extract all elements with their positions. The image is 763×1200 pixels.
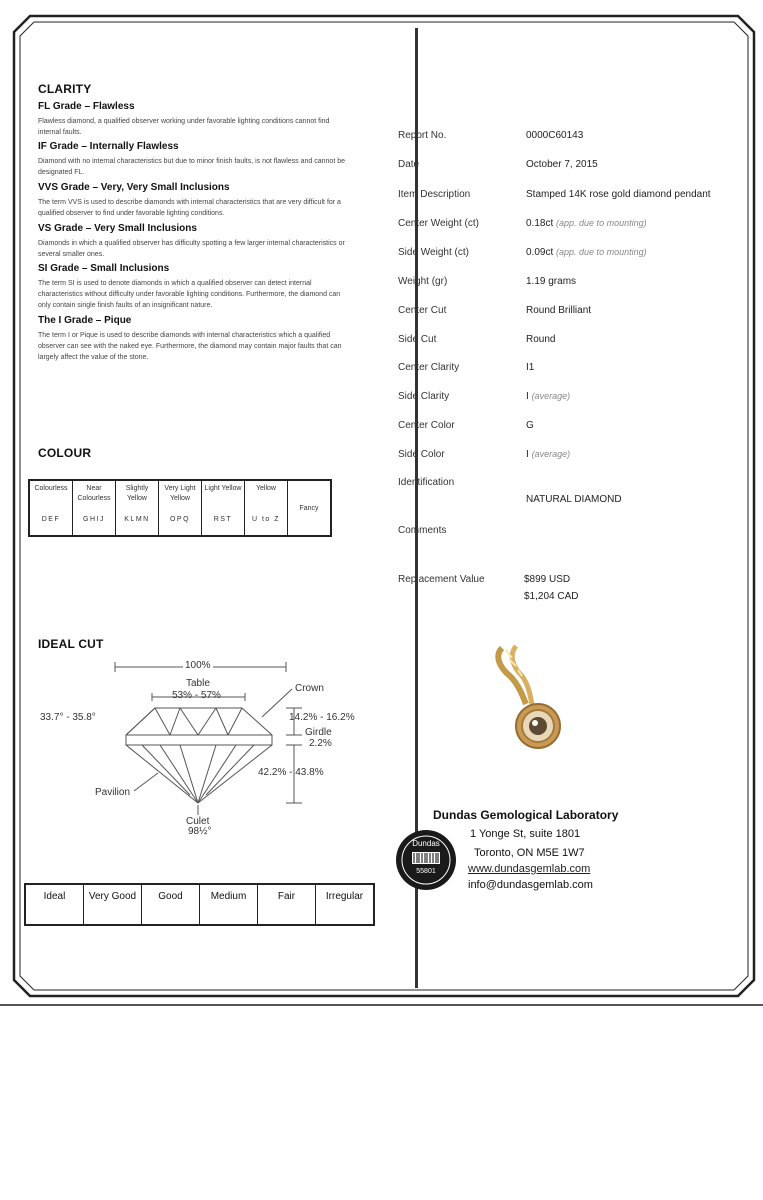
report-value: 0.18ct (app. due to mounting) [526,218,647,229]
diagram-pavilion-label: Pavilion [95,787,131,798]
clarity-title: CLARITY [38,82,92,96]
report-value: I (average) [526,391,571,402]
report-value: I1 [526,362,535,373]
grade-if-text: Diamond with no internal characteristics but due to minor finish faults, is not flawless and cannot be designated FL. [38,158,345,176]
colour-name: Very Light Yellow [164,485,196,502]
svg-text:Dundas: Dundas [412,839,440,848]
diagram-table-label: Table [186,678,210,689]
lab-website-link[interactable]: www.dundasgemlab.com [468,863,591,875]
report-label: Side Weight (ct) [398,247,469,258]
colour-scale-table [28,479,332,537]
grade-vvs-heading: VVS Grade – Very, Very Small Inclusions [38,182,230,193]
cut-grade-table [24,883,375,926]
report-value: Stamped 14K rose gold diamond pendant [526,189,711,200]
colour-name: Light Yellow [204,485,242,492]
report-label: Center Weight (ct) [398,218,479,229]
lab-address-line1: 1 Yonge St, suite 1801 [470,828,581,840]
diagram-girdle-label: Girdle [305,727,332,738]
lab-name: Dundas Gemological Laboratory [433,808,619,822]
grade-i-text: The term I or Pique is used to describe diamonds with internal characteristics which a qualified observer can see with the naked eye. Furthermore, the diamond may contain major faults that can largely affect the value of the stone. [38,332,342,361]
diagram-crown-height: 14.2% - 16.2% [289,712,355,723]
ideal-cut-title: IDEAL CUT [38,637,104,651]
report-value: G [526,420,534,431]
colour-cell [159,480,202,536]
colour-name: Fancy [299,505,319,512]
grade-fl-text: Flawless diamond, a qualified observer working under favorable lighting conditions cannot find internal faults. [38,118,330,136]
colour-cell [288,480,332,536]
diagram-pavilion-depth: 42.2% - 43.8% [258,767,324,778]
diagram-girdle-pct: 2.2% [309,738,332,749]
colour-code: DEF [41,516,61,523]
report-label: Side Cut [398,334,437,345]
cut-grade-cell: Good [142,884,200,925]
diagram-culet-angle: 98½° [188,826,212,837]
diagram-table-range: 53% - 57% [172,690,221,701]
replacement-usd: $899 USD [524,574,571,585]
report-value: October 7, 2015 [526,159,598,170]
lab-address-line2: Toronto, ON M5E 1W7 [474,847,585,859]
report-value: 0000C60143 [526,130,584,141]
colour-code: GHIJ [83,516,105,523]
report-value: 0.09ct (app. due to mounting) [526,247,647,258]
report-label: Side Clarity [398,391,450,402]
cut-grade-cell: Medium [200,884,258,925]
colour-code: OPQ [169,516,191,523]
grade-if-heading: IF Grade – Internally Flawless [38,141,179,152]
comments-label: Comments [398,525,447,536]
grade-fl-heading: FL Grade – Flawless [38,101,135,112]
replacement-cad: $1,204 CAD [524,591,579,602]
cut-grade-cell: Irregular [316,884,375,925]
bottom-rule [0,1004,763,1006]
svg-text:55801: 55801 [416,868,436,875]
lab-email[interactable]: info@dundasgemlab.com [468,879,593,891]
report-value: Round [526,334,556,345]
report-label: Date [398,159,420,170]
colour-name: Yellow [256,485,276,492]
report-value: Round Brilliant [526,305,592,316]
grade-vs-heading: VS Grade – Very Small Inclusions [38,223,197,234]
grade-i-heading: The I Grade – Pique [38,315,132,326]
cut-grade-cell: Ideal [25,884,84,925]
identification-label: Identification [398,477,455,488]
diagram-culet-label: Culet [186,816,210,827]
colour-title: COLOUR [38,446,92,460]
colour-cell [202,480,245,536]
diagram-crown-angle: 33.7° - 35.8° [40,712,96,723]
report-value: 1.19 grams [526,276,577,287]
grade-vs-text: Diamonds in which a qualified observer has difficulty spotting a few larger internal characteristics or several smaller ones. [38,240,345,258]
cut-grade-cell: Fair [258,884,316,925]
report-label: Center Cut [398,305,447,316]
grade-si-text: The term SI is used to denote diamonds in which a qualified observer can detect internal characteristics without difficulty under favorable lighting conditions. Furthermore, the diamond can only contain single finish faults of an insignificant nature. [38,280,341,309]
colour-cell [245,480,288,536]
diagram-crown-label: Crown [295,683,324,694]
colour-name: Near Colourless [77,485,111,502]
report-value: I (average) [526,449,571,460]
grade-si-heading: SI Grade – Small Inclusions [38,263,170,274]
colour-name: Slightly Yellow [125,485,149,502]
report-label: Item Description [398,189,471,200]
identification-value: NATURAL DIAMOND [526,494,622,505]
report-label: Side Color [398,449,445,460]
report-label: Center Color [398,420,455,431]
colour-cell [29,480,73,536]
lab-seal [394,828,458,892]
report-label: Center Clarity [398,362,460,373]
colour-code: KLMN [124,516,150,523]
report-label: Weight (gr) [398,276,448,287]
report-label: Report No. [398,130,447,141]
grade-vvs-text: The term VVS is used to describe diamonds with internal characteristics that are very difficult for a qualified observer to find under favorable lighting conditions. [38,199,341,217]
cut-grade-cell: Very Good [84,884,142,925]
colour-code: U to Z [251,516,281,523]
pendant-photo [488,642,568,754]
colour-cell [73,480,116,536]
colour-code: RST [213,516,233,523]
diagram-width-label: 100% [185,660,211,671]
colour-name: Colourless [34,485,68,492]
colour-cell [116,480,159,536]
replacement-label: Replacement Value [398,574,485,585]
